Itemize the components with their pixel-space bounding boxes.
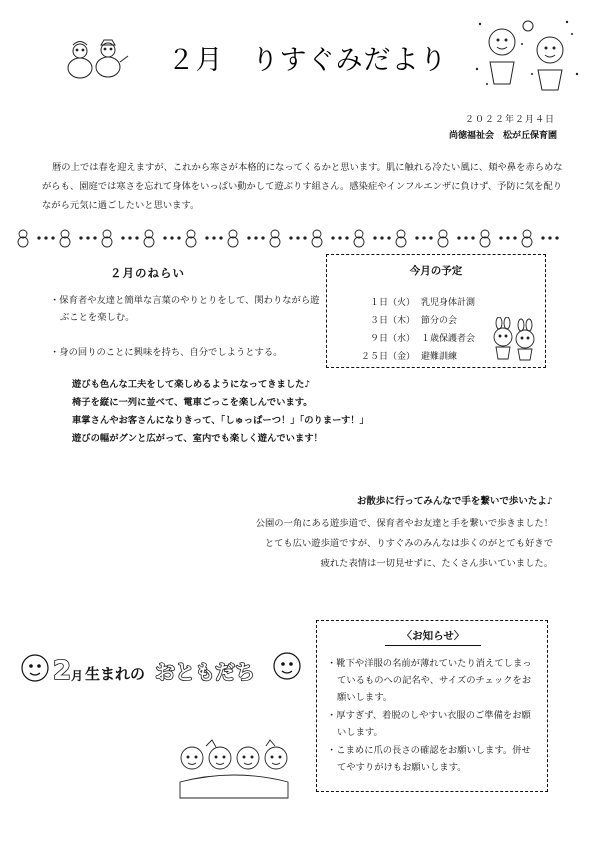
notice-item: ・こまめに爪の長さの確認をお願いします。併せてやすりがけもお願いします。 [327,745,531,773]
aims-list [50,292,320,379]
schedule-heading: 今月の予定 [409,265,463,277]
activity-line: 車掌さんやお客さんになりきって、「しゅっぱーつ！」「のりまーす！」 [72,415,369,426]
schedule-date: ３日（木） [369,316,415,326]
snowman-illustration [60,38,130,80]
schedule-event: 乳児身体計測 [421,298,476,308]
activity-line: 椅子を縦に一列に並べて、電車ごっこを楽しんでいます。 [72,397,313,408]
activity-line: 遊びの幅がグンと広がって、室内でも楽しく遊んでいます！ [72,433,323,444]
aim-item: ・保育者や友達と簡単な言葉のやりとりをして、関わりながら遊ぶことを楽しむ。 [50,295,320,323]
activity-line: 遊びも色んな工夫をして楽しめるようになってきました♪ [72,379,311,390]
schedule-event: 避難訓練 [421,352,458,362]
notice-box [316,620,548,792]
aims-heading: ２月のねらい [110,266,185,280]
schedule-row [357,313,457,326]
aim-item: ・身の回りのことに興味を持ち、自分でしようとする。 [50,347,283,358]
intro-paragraph: 暦の上では春を迎えますが、これから寒さが本格的になってくるかと思います。肌に触れる冷たい風に、頬や鼻を赤らめながらも、園庭では寒さを忘れて身体をいっぱい動かして遊ぶりす組さん。感染症やインフルエンザに負けず、予防に気を配りながら元気に過ごしたいと思います。 [42,162,563,211]
schedule-date: １日（火） [369,298,415,308]
kids-snowball-illustration [472,14,582,94]
rabbits-illustration [487,317,541,361]
schedule-date: ９日（水） [369,334,415,344]
walk-paragraph [153,514,553,574]
birthday-tomodachi: おともだち [155,660,255,684]
walk-line: とても広い遊歩道ですが、りすぐみのみんなは歩くのがとても好きで [264,538,553,549]
schedule-row [357,349,457,362]
organization-name: 尚徳福祉会 松が丘保育園 [448,131,557,141]
notice-item: ・厚すぎず、着脱のしやすい衣服のご準備をお願いします。 [327,710,531,738]
schedule-date: ２５日（金） [360,352,415,362]
page-title: ２月 りすぐみだより [167,45,448,76]
issue-date: ２０２２年２月４日 [464,115,555,125]
children-group-illustration [176,738,292,804]
birthday-banner [15,646,305,690]
birthday-tsuki: 月 [71,669,84,683]
activity-section [72,376,512,448]
birthday-number: 2 [53,656,72,686]
schedule-event: 節分の会 [421,316,458,326]
schedule-row [357,331,475,344]
notice-heading: 〈お知らせ〉 [385,628,481,646]
walk-line: 公園の一角にある遊歩道で、保育者やお友達と手を繋いで歩きました！ [255,518,553,529]
birthday-umare: 生まれの [85,665,146,683]
schedule-event: １歳保護者会 [421,334,476,344]
notice-list [327,655,539,777]
notice-item: ・靴下や洋服の名前が薄れていたり消えてしまっているものへの記名や、サイズのチェックをお願いします。 [327,658,532,703]
walk-line: 疲れた表情は一切見せずに、たくさん歩いていました。 [320,558,553,569]
schedule-box [326,254,546,368]
schedule-row [357,295,475,308]
snowman-bunting-divider [15,228,583,248]
walk-heading: お散歩に行ってみんなで手を繋いで歩いたよ♪ [356,496,553,507]
